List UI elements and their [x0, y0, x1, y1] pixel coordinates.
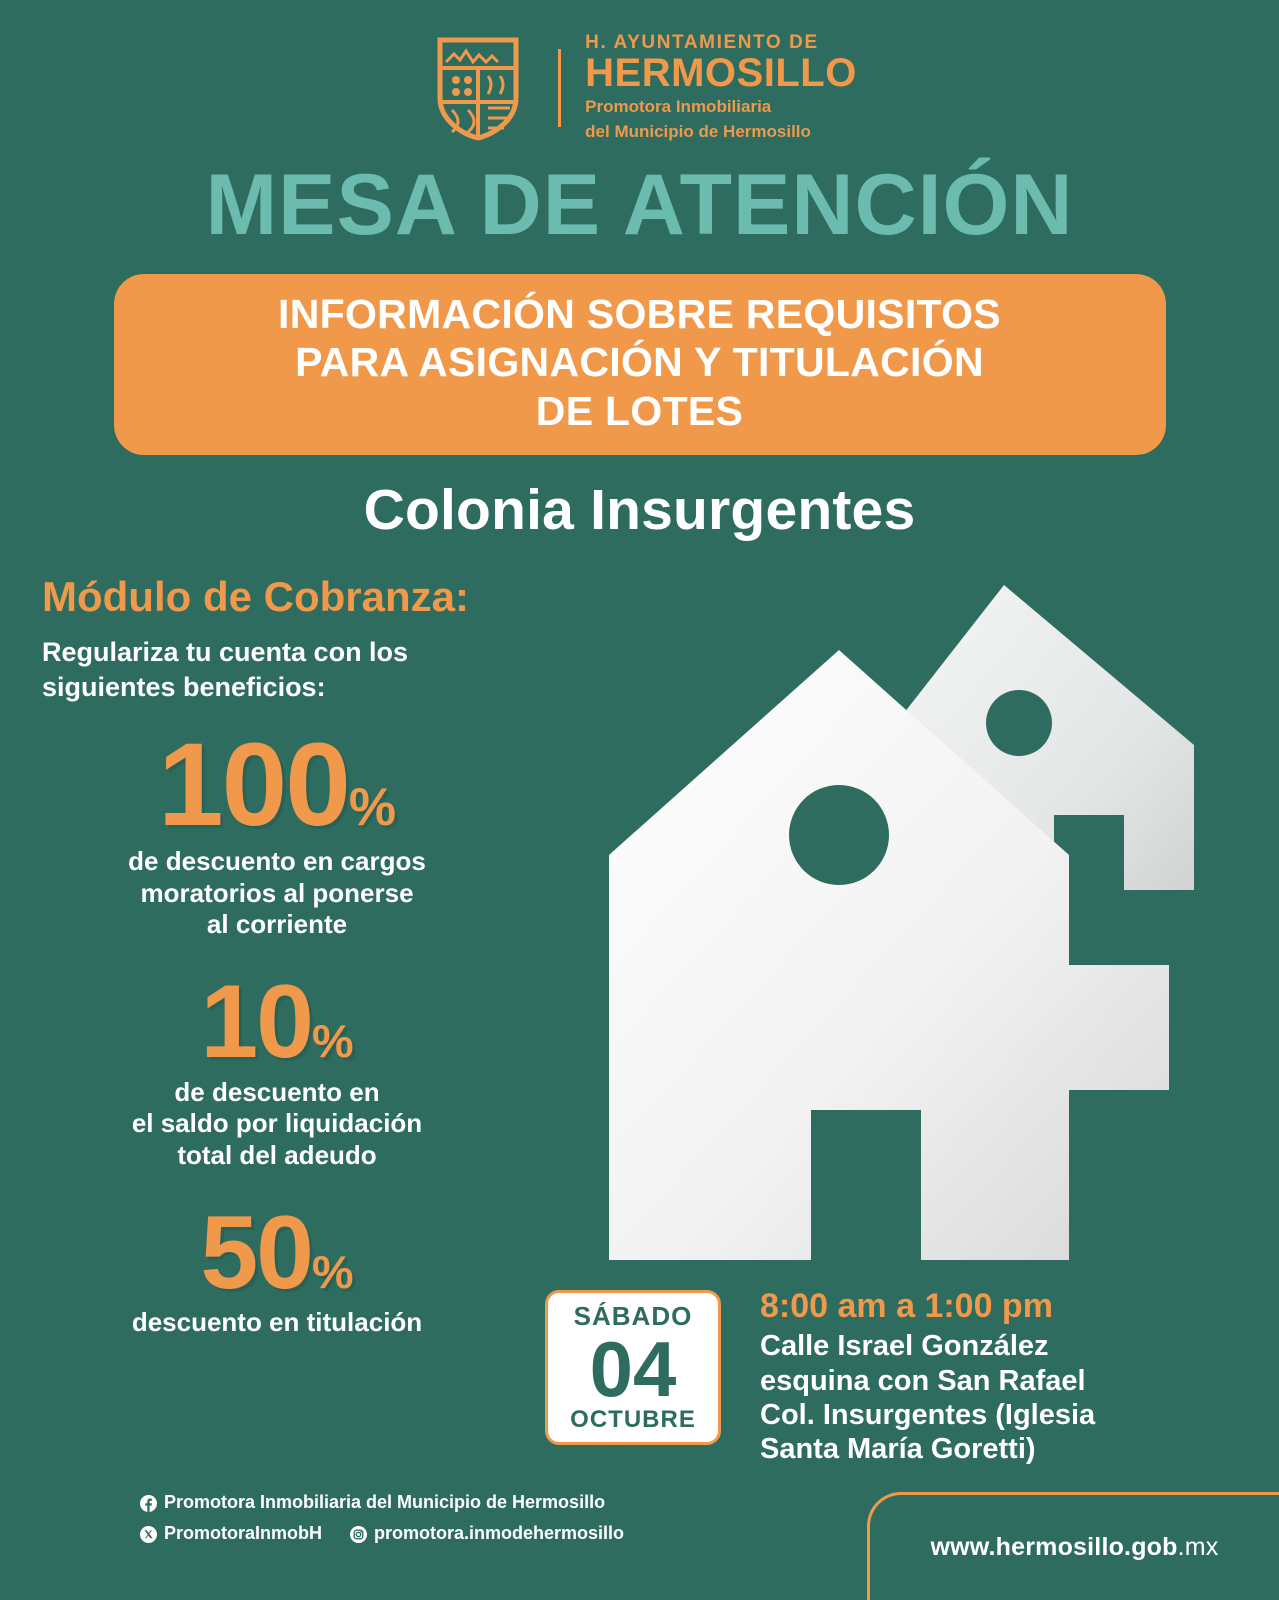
module-intro-line1: Regulariza tu cuenta con los [42, 637, 409, 668]
banner-line1: INFORMACIÓN SOBRE REQUISITOS [278, 291, 1001, 337]
address-line3: Col. Insurgentes (Iglesia [760, 1398, 1096, 1431]
website-url [930, 1533, 1218, 1562]
event-hours: 8:00 am a 1:00 pm [760, 1287, 1053, 1325]
benefits-column [42, 575, 512, 1339]
website-band[interactable] [867, 1492, 1279, 1600]
benefit-symbol: % [312, 1014, 354, 1067]
event-weekday: SÁBADO [573, 1301, 693, 1331]
facebook-label: Promotora Inmobiliaria del Municipio de Hermosillo [164, 1492, 606, 1513]
coat-of-arms-icon [422, 32, 534, 144]
benefit-percent [42, 719, 512, 852]
benefit-percent [42, 1194, 512, 1311]
address-line4: Santa María Goretti) [760, 1433, 1036, 1466]
benefit-desc-line3: total del adeudo [177, 1140, 377, 1171]
website-url-bold: www.hermosillo.gob [930, 1533, 1178, 1561]
event-details [760, 1288, 1230, 1466]
benefit-desc-line1: descuento en titulación [131, 1307, 423, 1338]
benefit-symbol: % [348, 778, 397, 838]
benefit-percent [42, 963, 512, 1080]
website-url-tail: .mx [1177, 1533, 1219, 1561]
benefit-item [42, 963, 512, 1172]
benefit-desc-line1: de descuento en [174, 1076, 380, 1107]
banner-line2: PARA ASIGNACIÓN Y TITULACIÓN [295, 339, 984, 386]
benefit-symbol: % [312, 1245, 354, 1298]
header [0, 0, 1279, 144]
event-month: OCTUBRE [570, 1406, 696, 1434]
x-handle-label: PromotoraInmobH [164, 1523, 323, 1544]
benefit-number: 10 [200, 963, 313, 1080]
page-title: MESA DE ATENCIÓN [205, 157, 1074, 253]
address-line1: Calle Israel González [760, 1330, 1049, 1363]
instagram-label: promotora.inmodehermosillo [374, 1523, 625, 1544]
event-day: 04 [589, 1325, 677, 1413]
module-intro-line2: siguientes beneficios: [42, 672, 326, 703]
event-date-badge [545, 1290, 721, 1445]
instagram-icon [350, 1526, 367, 1543]
module-title: Módulo de Cobranza: [42, 573, 469, 620]
benefit-desc-line2: moratorios al ponerse [140, 877, 414, 908]
benefit-description [42, 846, 512, 941]
header-line3a: Promotora Inmobiliaria [585, 97, 772, 117]
header-line3b: del Municipio de Hermosillo [585, 121, 811, 141]
footer [0, 1480, 1279, 1600]
facebook-row[interactable] [140, 1489, 624, 1517]
header-line1: H. AYUNTAMIENTO DE [585, 32, 819, 54]
benefit-description [42, 1077, 512, 1172]
benefit-item [42, 719, 512, 941]
benefit-desc-line3: al corriente [206, 909, 348, 940]
banner-line3: DE LOTES [535, 387, 744, 434]
header-text-block [585, 33, 857, 142]
benefit-description [42, 1307, 512, 1339]
benefit-number: 100 [157, 719, 349, 852]
colonia-subtitle: Colonia Insurgentes [363, 478, 916, 543]
facebook-icon [140, 1495, 157, 1512]
module-intro [42, 635, 512, 705]
benefit-desc-line1: de descuento en cargos [128, 845, 426, 876]
header-line2: HERMOSILLO [585, 51, 857, 96]
benefit-item [42, 1194, 512, 1339]
header-divider [558, 49, 561, 127]
benefit-desc-line2: el saldo por liquidación [131, 1108, 423, 1139]
houses-illustration [549, 545, 1249, 1285]
social-links [140, 1489, 624, 1548]
x-twitter-icon [140, 1526, 157, 1543]
event-address [760, 1329, 1230, 1466]
requirements-banner [114, 274, 1166, 455]
social-second-row[interactable] [140, 1520, 624, 1548]
address-line2: esquina con San Rafael [760, 1364, 1086, 1397]
benefit-number: 50 [200, 1194, 313, 1311]
